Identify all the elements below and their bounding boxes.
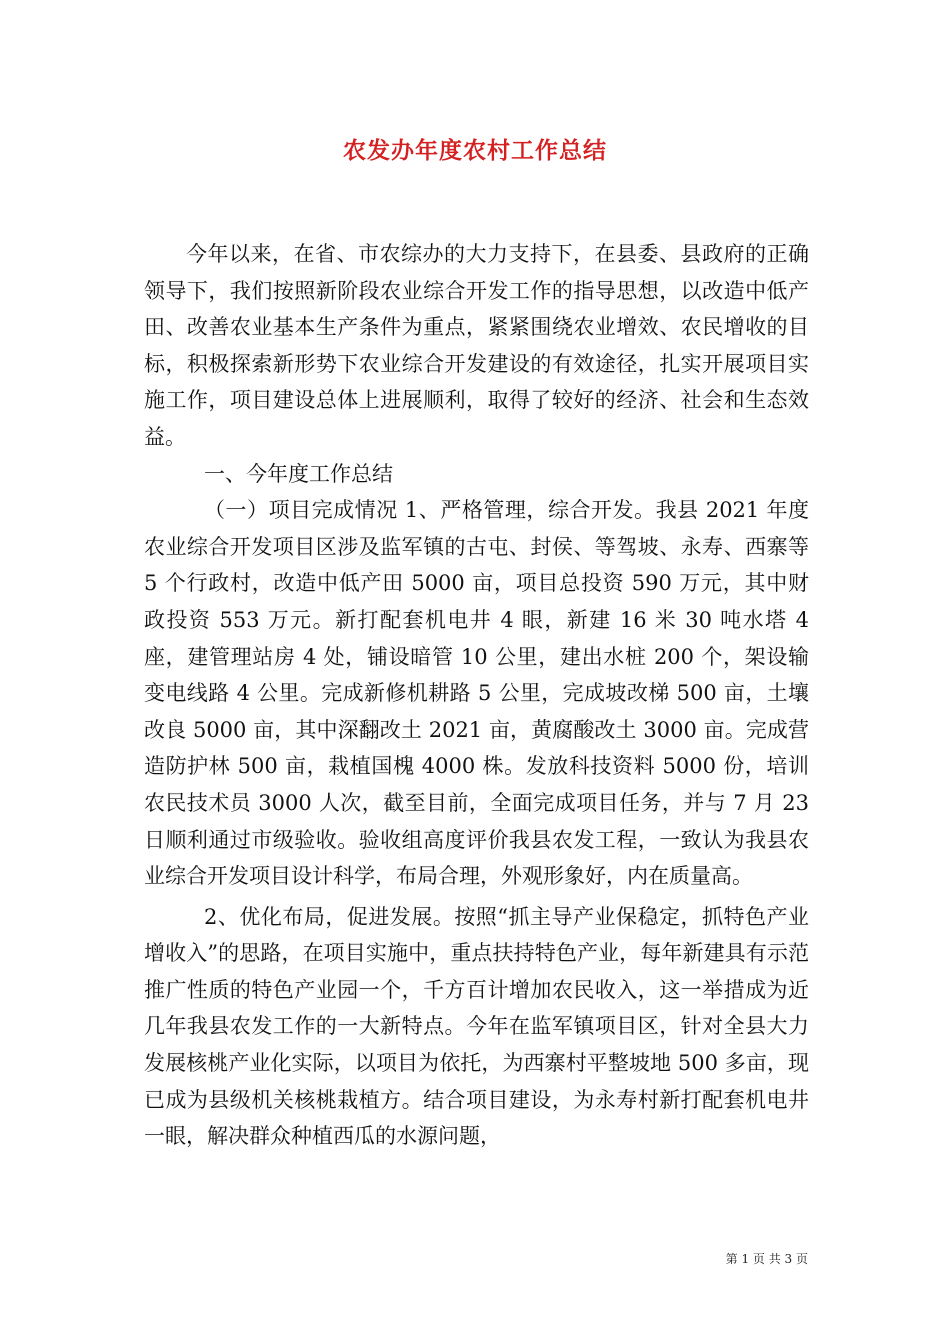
page-footer: 第 1 页 共 3 页: [725, 1252, 808, 1266]
paragraph-project-completion: （一）项目完成情况 1、严格管理，综合开发。我县 2021 年度农业综合开发项目区涉及监军镇的古屯、封侯、等驾坡、永寿、西寨等 5 个行政村，改造中低产田 5000 亩，项目总投资 590 万元，其中财政投资 553 万元。新打配套机电井 4 眼，新建 16 米 30 吨水塔 4 座，建管理站房 4 处，铺设暗管 10 公里，建出水桩 200 个，架设输变电线路 4 公里。完成新修机耕路 5 公里，完成坡改梯 500 亩，土壤改良 5000 亩，其中深翻改土 2021 亩，黄腐酸改土 3000 亩。完成营造防护林 500 亩，栽植国槐 4000 株。发放科技资料 5000 份，培训农民技术员 3000 人次，截至目前，全面完成项目任务，并与 7 月 23 日顺利通过市级验收。验收组高度评价我县农发工程，一致认为我县农业综合开发项目设计科学，布局合理，外观形象好，内在质量高。: [144, 498, 809, 889]
document-body: [144, 236, 809, 1155]
paragraph-intro: 今年以来，在省、市农综办的大力支持下，在县委、县政府的正确领导下，我们按照新阶段农业综合开发工作的指导思想，以改造中低产田、改善农业基本生产条件为重点，紧紧围绕农业增效、农民增收的目标，积极探索新形势下农业综合开发建设的有效途径，扎实开展项目实施工作，项目建设总体上进展顺利，取得了较好的经济、社会和生态效益。: [144, 242, 809, 449]
section-heading-1: 一、今年度工作总结: [204, 461, 393, 486]
paragraph-layout-optimization: 2、优化布局，促进发展。按照“抓主导产业保稳定，抓特色产业增收入”的思路，在项目实施中，重点扶持特色产业，每年新建具有示范推广性质的特色产业园一个，千方百计增加农民收入，这一举措成为近几年我县农发工作的一大新特点。今年在监军镇项目区，针对全县大力发展核桃产业化实际，以项目为依托，为西寨村平整坡地 500 多亩，现已成为县级机关核桃栽植方。结合项目建设，为永寿村新打配套机电井一眼，解决群众种植西瓜的水源问题，: [144, 904, 809, 1149]
document-title: 农发办年度农村工作总结: [343, 138, 607, 164]
